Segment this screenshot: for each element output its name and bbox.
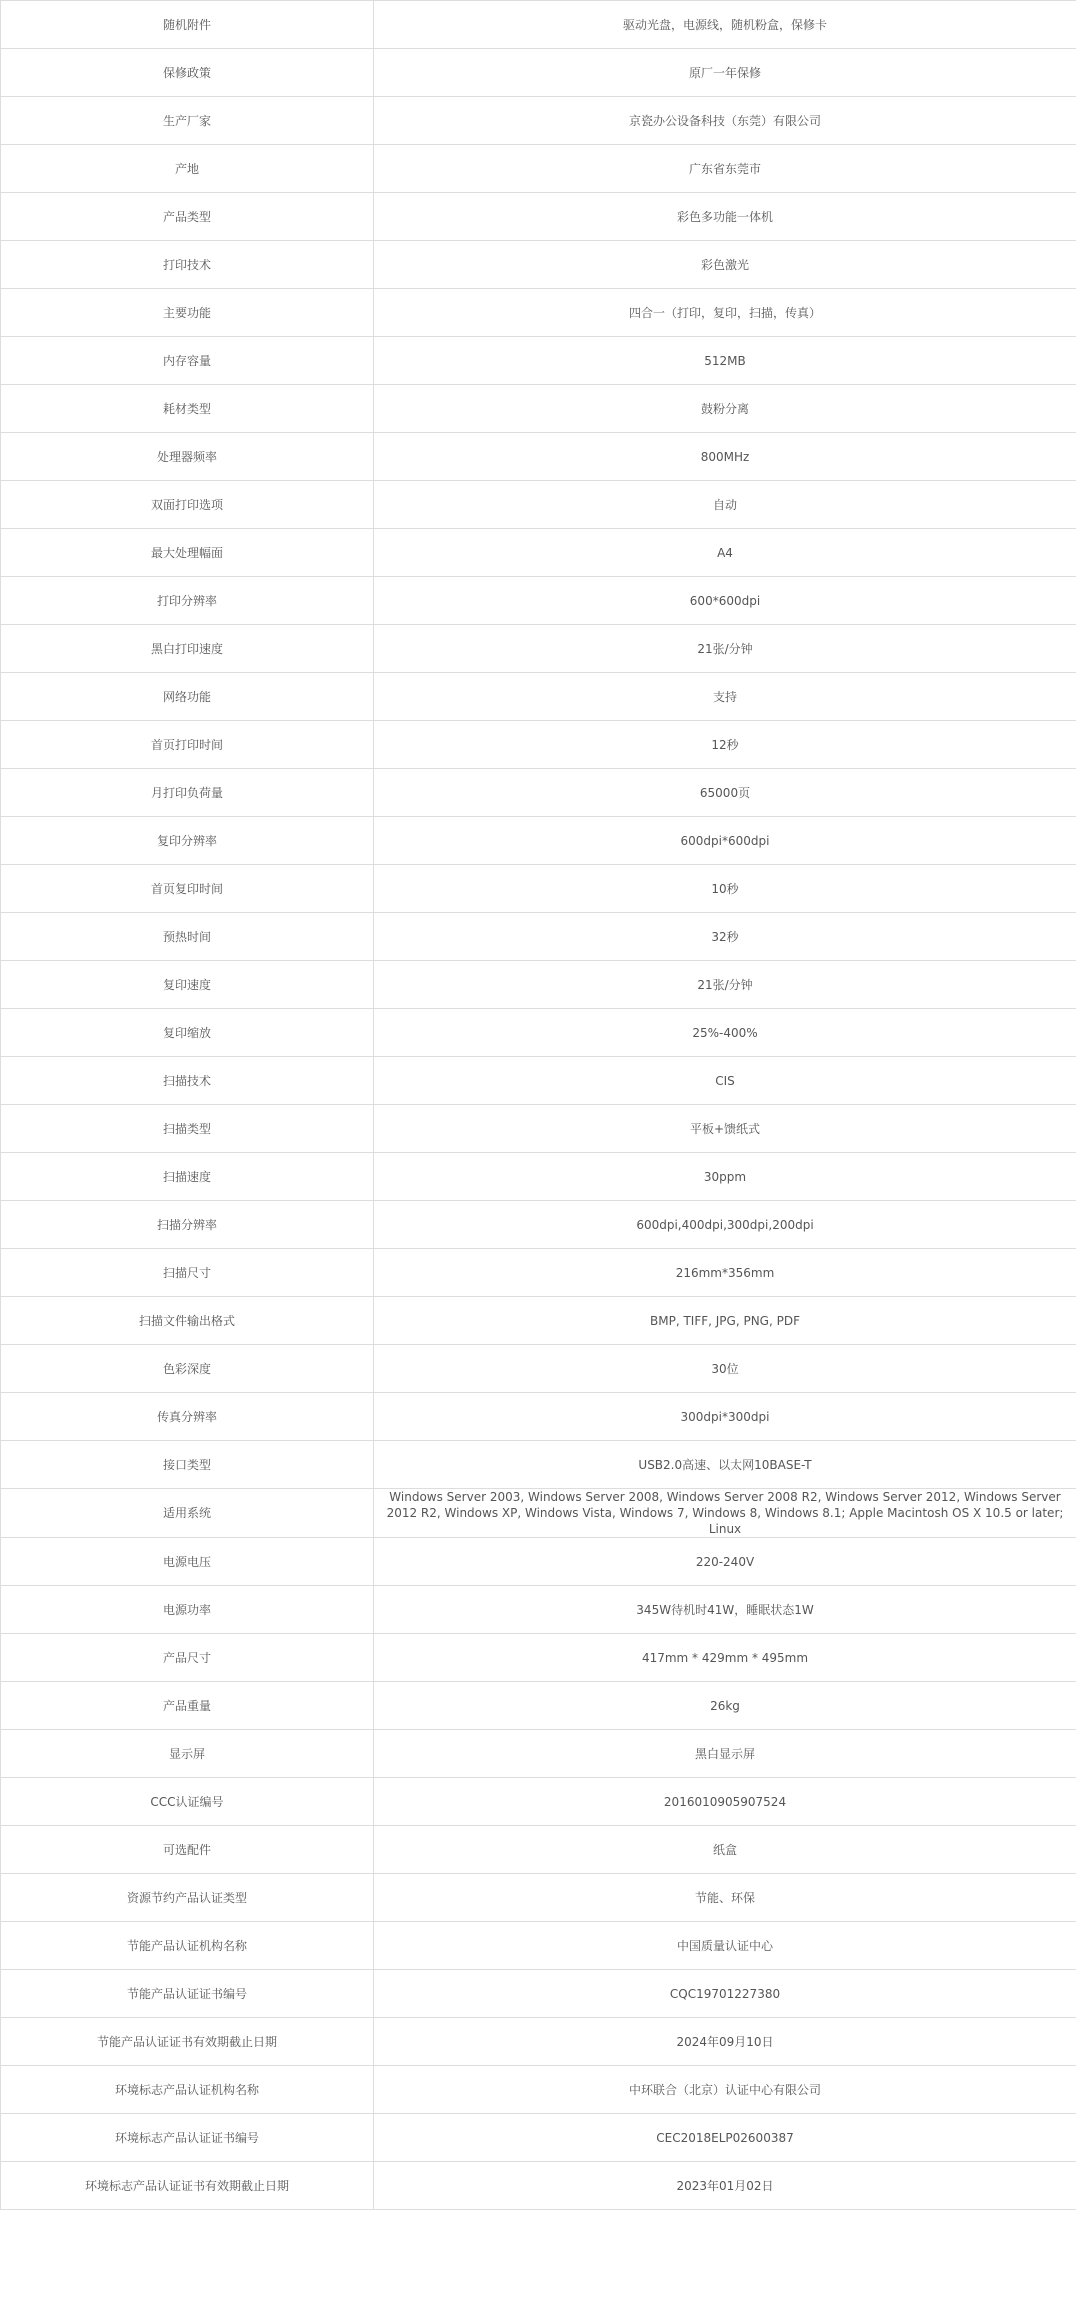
table-row [1,577,1076,625]
spec-value: 节能、环保 [374,1874,1076,1922]
table-row [1,145,1076,193]
table-row [1,865,1076,913]
spec-value: 2024年09月10日 [374,2018,1076,2066]
table-row [1,1970,1076,2018]
spec-label: 节能产品认证证书有效期截止日期 [1,2018,374,2066]
table-row [1,1730,1076,1778]
spec-label: 随机附件 [1,1,374,49]
table-row [1,1105,1076,1153]
spec-label: 内存容量 [1,337,374,385]
spec-value: 中环联合（北京）认证中心有限公司 [374,2066,1076,2114]
spec-label: 首页打印时间 [1,721,374,769]
spec-value: 300dpi*300dpi [374,1393,1076,1441]
spec-label: 最大处理幅面 [1,529,374,577]
spec-value: 600dpi,400dpi,300dpi,200dpi [374,1201,1076,1249]
table-row [1,433,1076,481]
spec-value: BMP, TIFF, JPG, PNG, PDF [374,1297,1076,1345]
spec-label: 产品类型 [1,193,374,241]
table-row [1,1,1076,49]
spec-value: 原厂一年保修 [374,49,1076,97]
spec-value: 支持 [374,673,1076,721]
spec-value: 32秒 [374,913,1076,961]
spec-label: 复印缩放 [1,1009,374,1057]
spec-label: 电源电压 [1,1538,374,1586]
spec-value: 中国质量认证中心 [374,1922,1076,1970]
table-row [1,1249,1076,1297]
table-row [1,1634,1076,1682]
table-row [1,1201,1076,1249]
table-row [1,241,1076,289]
spec-label: 资源节约产品认证类型 [1,1874,374,1922]
spec-label: 网络功能 [1,673,374,721]
spec-value: 216mm*356mm [374,1249,1076,1297]
spec-label: 产品尺寸 [1,1634,374,1682]
spec-table-body [1,1,1076,2210]
table-row [1,2066,1076,2114]
table-row [1,49,1076,97]
spec-value: 30位 [374,1345,1076,1393]
table-row [1,1153,1076,1201]
spec-value: 2016010905907524 [374,1778,1076,1826]
spec-label: 扫描速度 [1,1153,374,1201]
spec-value: CIS [374,1057,1076,1105]
spec-value: 800MHz [374,433,1076,481]
spec-value: CEC2018ELP02600387 [374,2114,1076,2162]
spec-label: 传真分辨率 [1,1393,374,1441]
spec-label: 适用系统 [1,1489,374,1538]
table-row [1,2018,1076,2066]
spec-value: 512MB [374,337,1076,385]
spec-label: 环境标志产品认证证书编号 [1,2114,374,2162]
table-row [1,1345,1076,1393]
spec-label: 色彩深度 [1,1345,374,1393]
spec-value: 600dpi*600dpi [374,817,1076,865]
spec-label: 生产厂家 [1,97,374,145]
spec-value: USB2.0高速、以太网10BASE-T [374,1441,1076,1489]
spec-value: 25%-400% [374,1009,1076,1057]
spec-value: 京瓷办公设备科技（东莞）有限公司 [374,97,1076,145]
spec-label: 处理器频率 [1,433,374,481]
table-row [1,1393,1076,1441]
spec-label: 产地 [1,145,374,193]
spec-label: 可选配件 [1,1826,374,1874]
table-row [1,1009,1076,1057]
spec-value: 417mm * 429mm * 495mm [374,1634,1076,1682]
table-row [1,769,1076,817]
spec-value: 黑白显示屏 [374,1730,1076,1778]
spec-value: 345W待机时41W，睡眠状态1W [374,1586,1076,1634]
table-row [1,1826,1076,1874]
spec-label: 双面打印选项 [1,481,374,529]
spec-label: 扫描分辨率 [1,1201,374,1249]
spec-label: 节能产品认证证书编号 [1,1970,374,2018]
table-row [1,2162,1076,2210]
table-row [1,961,1076,1009]
spec-value: 21张/分钟 [374,961,1076,1009]
spec-label: 复印分辨率 [1,817,374,865]
spec-value: 彩色多功能一体机 [374,193,1076,241]
table-row [1,1538,1076,1586]
table-row [1,1586,1076,1634]
table-row [1,97,1076,145]
table-row [1,2114,1076,2162]
table-row [1,1874,1076,1922]
spec-value: 自动 [374,481,1076,529]
spec-value: 600*600dpi [374,577,1076,625]
table-row [1,721,1076,769]
spec-label: 扫描文件输出格式 [1,1297,374,1345]
spec-label: 环境标志产品认证机构名称 [1,2066,374,2114]
table-row [1,1297,1076,1345]
spec-value: 2023年01月02日 [374,2162,1076,2210]
table-row [1,1778,1076,1826]
spec-label: 月打印负荷量 [1,769,374,817]
table-row [1,289,1076,337]
spec-label: 打印技术 [1,241,374,289]
table-row [1,193,1076,241]
table-row [1,529,1076,577]
spec-value: 30ppm [374,1153,1076,1201]
table-row [1,1922,1076,1970]
spec-value: 彩色激光 [374,241,1076,289]
spec-label: 电源功率 [1,1586,374,1634]
spec-label: 接口类型 [1,1441,374,1489]
spec-label: 预热时间 [1,913,374,961]
spec-label: CCC认证编号 [1,1778,374,1826]
spec-label: 主要功能 [1,289,374,337]
spec-value: 220-240V [374,1538,1076,1586]
spec-label: 环境标志产品认证证书有效期截止日期 [1,2162,374,2210]
spec-value: 10秒 [374,865,1076,913]
table-row [1,1489,1076,1538]
spec-value: 21张/分钟 [374,625,1076,673]
table-row [1,673,1076,721]
table-row [1,817,1076,865]
spec-value: CQC19701227380 [374,1970,1076,2018]
spec-label: 显示屏 [1,1730,374,1778]
spec-value: Windows Server 2003, Windows Server 2008, Windows Server 2008 R2, Windows Server 2012, Windows Server 2012 R2, Windows XP, Windows Vista, Windows 7, Windows 8, Windows 8.1; Apple Macintosh OS X 10.5 or later; Linux [374,1489,1076,1538]
spec-label: 保修政策 [1,49,374,97]
table-row [1,913,1076,961]
spec-label: 复印速度 [1,961,374,1009]
table-row [1,1682,1076,1730]
spec-value: 65000页 [374,769,1076,817]
table-row [1,625,1076,673]
spec-label: 节能产品认证机构名称 [1,1922,374,1970]
spec-label: 首页复印时间 [1,865,374,913]
table-row [1,481,1076,529]
spec-value: 26kg [374,1682,1076,1730]
spec-value: 鼓粉分离 [374,385,1076,433]
spec-label: 打印分辨率 [1,577,374,625]
spec-label: 产品重量 [1,1682,374,1730]
spec-label: 耗材类型 [1,385,374,433]
spec-label: 扫描技术 [1,1057,374,1105]
spec-value: 平板+馈纸式 [374,1105,1076,1153]
spec-label: 扫描类型 [1,1105,374,1153]
table-row [1,1057,1076,1105]
table-row [1,385,1076,433]
table-row [1,337,1076,385]
spec-value: 广东省东莞市 [374,145,1076,193]
spec-value: 纸盒 [374,1826,1076,1874]
spec-value: 四合一（打印，复印，扫描，传真） [374,289,1076,337]
table-row [1,1441,1076,1489]
spec-value: 驱动光盘，电源线，随机粉盒，保修卡 [374,1,1076,49]
spec-value: A4 [374,529,1076,577]
spec-label: 扫描尺寸 [1,1249,374,1297]
spec-label: 黑白打印速度 [1,625,374,673]
spec-value: 12秒 [374,721,1076,769]
